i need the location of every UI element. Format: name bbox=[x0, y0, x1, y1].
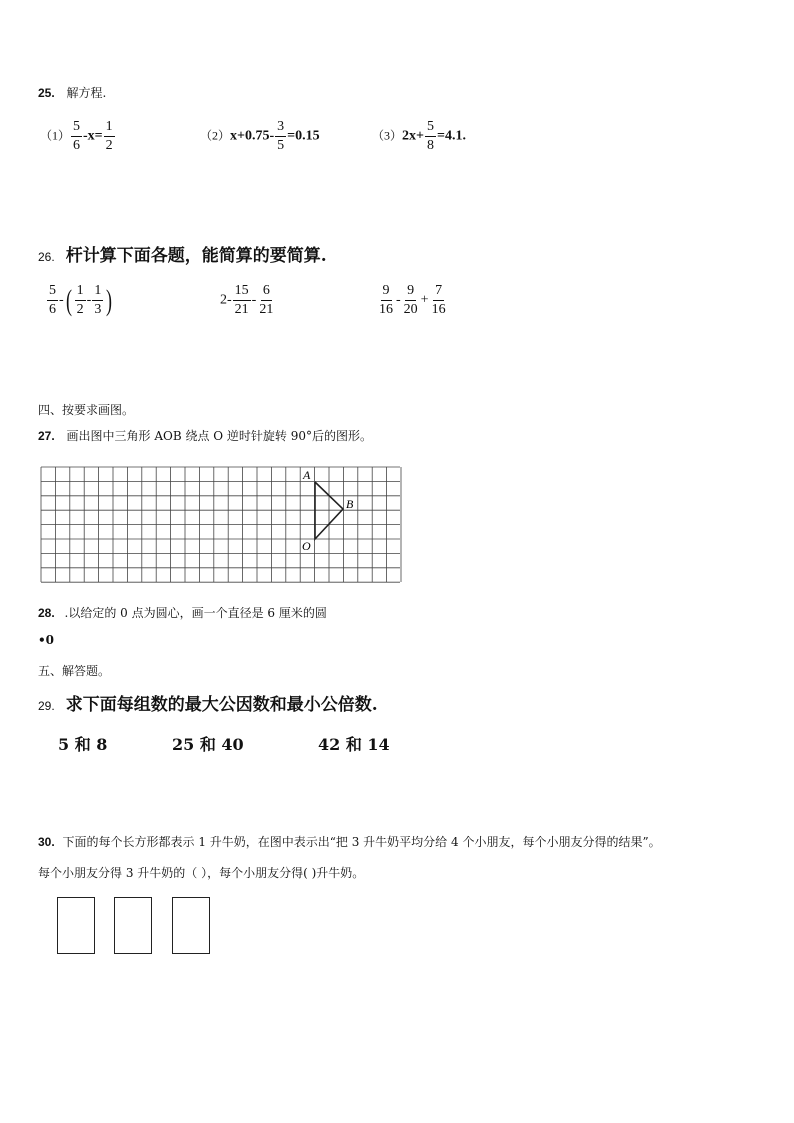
q26-heading bbox=[38, 241, 327, 266]
q29-heading bbox=[38, 690, 378, 715]
q28-title: .以给定的 0 点为圆心，画一个直径是 6 厘米的圆 bbox=[64, 606, 327, 620]
eq1-mid: -x= bbox=[83, 128, 103, 144]
q25-equation-3 bbox=[372, 120, 466, 153]
eq3-label: （3） bbox=[372, 128, 403, 143]
q30-text-1: 下面的每个长方形都表示 1 升牛奶，在图中表示出“把 3 升牛奶平均分给 4 个小朋友，每个小朋友分得的结果”。 bbox=[62, 835, 661, 849]
q30-number: 30. bbox=[38, 835, 55, 849]
eq2-pre: x+0.75- bbox=[230, 128, 275, 144]
q26-expression-2: 2- $\frac{15}{21}$ - $\frac{6}{21}$ bbox=[220, 283, 274, 317]
q30-line-1 bbox=[38, 833, 661, 850]
fraction: $\frac{5}{6}$ bbox=[73, 119, 81, 153]
q25-title: 解方程. bbox=[66, 86, 107, 100]
eq3-pre: 2x+ bbox=[402, 128, 424, 144]
q25-equation-1 bbox=[40, 120, 116, 153]
grid-figure[interactable] bbox=[40, 466, 402, 584]
q29-number: 29. bbox=[38, 699, 55, 713]
q28-number: 28. bbox=[38, 606, 55, 620]
point-dot: • bbox=[38, 633, 46, 647]
label-a: A bbox=[303, 468, 311, 482]
section-5-title: 五、解答题。 bbox=[38, 664, 111, 678]
grid-lines bbox=[41, 467, 401, 582]
milk-rectangle-2[interactable] bbox=[114, 897, 152, 954]
q26-expression-3: $\frac{9}{16}$ - $\frac{9}{20}$ + $\frac{7}{16}$ bbox=[379, 283, 446, 317]
eq2-tail: =0.15 bbox=[287, 128, 320, 144]
eq1-label: （1） bbox=[40, 128, 71, 143]
q26-title: 杆计算下面各题，能简算的要简算. bbox=[65, 246, 327, 266]
label-o: O bbox=[302, 539, 311, 553]
fraction: $\frac{1}{2}$ bbox=[105, 119, 113, 153]
q27-heading bbox=[38, 427, 372, 444]
milk-rectangle-1[interactable] bbox=[57, 897, 95, 954]
point-label: 0 bbox=[45, 633, 55, 647]
q27-number: 27. bbox=[38, 429, 55, 443]
q25-number: 25. bbox=[38, 86, 55, 100]
q30-line-2: 每个小朋友分得 3 升牛奶的（ ），每个小朋友分得( )升牛奶。 bbox=[38, 866, 365, 880]
center-point[interactable] bbox=[38, 633, 54, 647]
pair-1: 5 和 8 bbox=[58, 735, 108, 754]
q27-title: 画出图中三角形 AOB 绕点 O 逆时针旋转 90°后的图形。 bbox=[66, 429, 373, 443]
q25-equation-2 bbox=[200, 120, 320, 153]
milk-rectangle-3[interactable] bbox=[172, 897, 210, 954]
fraction: $\frac{5}{8}$ bbox=[427, 119, 434, 153]
q26-expression-1: $\frac{5}{6}$ -( $\frac{1}{2}$ - $\frac{1}{3}$ ) bbox=[49, 283, 113, 317]
q28-heading bbox=[38, 604, 327, 621]
eq3-tail: =4.1. bbox=[437, 128, 466, 144]
q26-number: 26. bbox=[38, 250, 55, 264]
q29-title: 求下面每组数的最大公因数和最小公倍数. bbox=[65, 695, 378, 715]
pair-3: 42 和 14 bbox=[318, 735, 390, 754]
label-b: B bbox=[346, 497, 354, 511]
section-4-title: 四、按要求画图。 bbox=[38, 403, 135, 417]
fraction: $\frac{3}{5}$ bbox=[277, 119, 285, 153]
q25-heading bbox=[38, 84, 106, 101]
pair-2: 25 和 40 bbox=[172, 735, 244, 754]
eq2-label: （2） bbox=[200, 128, 231, 143]
